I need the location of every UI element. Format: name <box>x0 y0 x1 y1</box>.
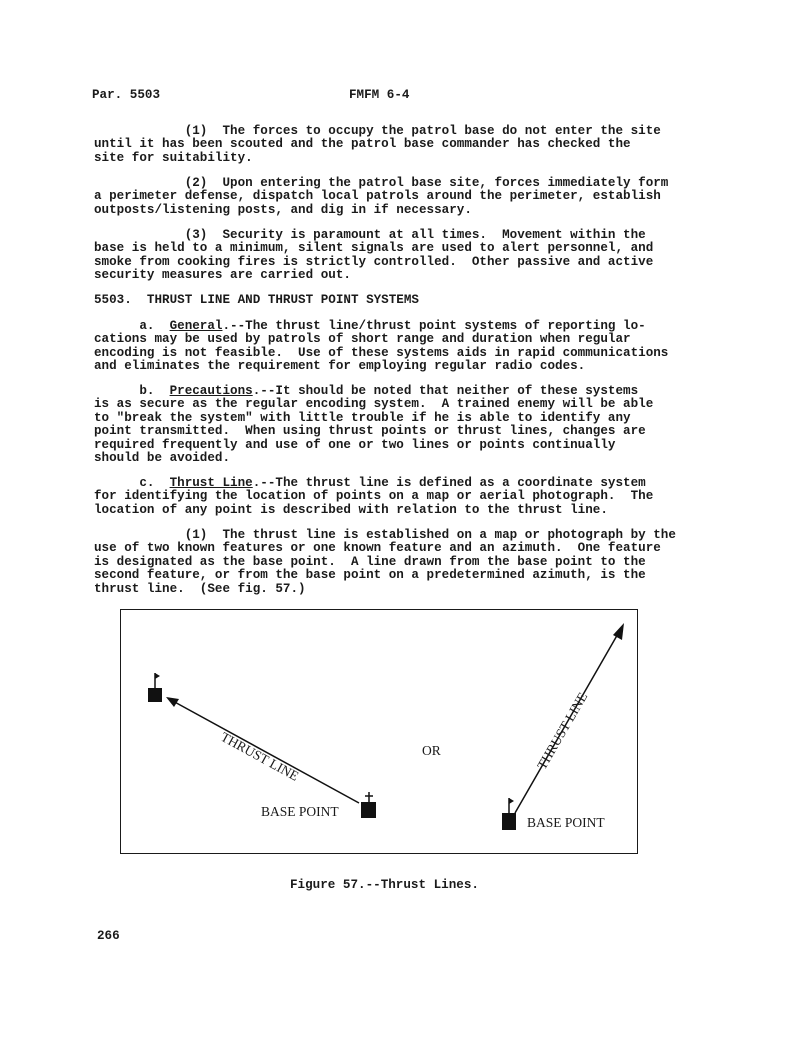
text-line: should be avoided. <box>94 451 231 466</box>
left-base-point-label: BASE POINT <box>261 804 339 819</box>
left-thrust-line-diagram <box>148 673 376 818</box>
text-line: security measures are carried out. <box>94 268 351 283</box>
thrust-line-heading: Thrust Line <box>169 476 253 490</box>
text-line: use of two known features or one known feature and an azimuth. One feature <box>94 541 661 556</box>
text-line: c. Thrust Line.--The thrust line is defined as a coordinate system <box>94 476 646 490</box>
page-number: 266 <box>97 929 120 943</box>
paragraph-precautions <box>94 385 694 465</box>
text-line: for identifying the location of points on a map or aerial photograph. The <box>94 489 654 504</box>
text-line: (1) The thrust line is established on a map or photograph by the <box>94 528 676 542</box>
flag-icon <box>502 798 516 830</box>
paragraph-thrust-line-1 <box>94 529 694 596</box>
header-paragraph-ref: Par. 5503 <box>92 88 161 102</box>
text-line: (2) Upon entering the patrol base site, forces immediately form <box>94 176 669 190</box>
header-manual-id: FMFM 6-4 <box>349 88 410 102</box>
text-line: (1) The forces to occupy the patrol base do not enter the site <box>94 124 661 138</box>
precautions-heading: Precautions <box>169 384 253 398</box>
text-line: location of any point is described with relation to the thrust line. <box>94 502 608 517</box>
arrowhead-icon <box>166 697 179 707</box>
text-line: smoke from cooking fires is strictly controlled. Other passive and active <box>94 254 654 269</box>
arrowhead-icon <box>613 623 624 640</box>
cross-marker-icon <box>361 792 376 818</box>
text-line: b. Precautions.--It should be noted that neither of these systems <box>94 384 639 398</box>
text-line: (3) Security is paramount at all times. Movement within the <box>94 228 646 242</box>
text-line: site for suitability. <box>94 150 253 165</box>
text-line: encoding is not feasible. Use of these systems aids in rapid communications <box>94 345 669 360</box>
paragraph-1 <box>94 125 694 165</box>
text-line: required frequently and use of one or two lines or points continually <box>94 437 616 452</box>
figure-57-thrust-lines <box>120 609 638 854</box>
left-thrust-line-label: THRUST LINE <box>218 729 302 784</box>
text-line: to "break the system" with little trouble if he is able to identify any <box>94 410 631 425</box>
text-line: thrust line. (See fig. 57.) <box>94 581 306 596</box>
figure-caption: Figure 57.--Thrust Lines. <box>290 878 479 892</box>
paragraph-general <box>94 320 694 374</box>
text-line: cations may be used by patrols of short range and duration when regular <box>94 332 631 347</box>
text-line: second feature, or from the base point on a predetermined azimuth, is the <box>94 568 646 583</box>
section-heading: 5503. THRUST LINE AND THRUST POINT SYSTEMS <box>94 293 419 307</box>
text-line: base is held to a minimum, silent signals are used to alert personnel, and <box>94 241 654 256</box>
right-base-point-label: BASE POINT <box>527 815 605 830</box>
right-thrust-line-label: THRUST LINE <box>534 689 591 772</box>
text-line: point transmitted. When using thrust points or thrust lines, changes are <box>94 424 646 439</box>
text-line: outposts/listening posts, and dig in if necessary. <box>94 202 472 217</box>
text-line: a. General.--The thrust line/thrust point systems of reporting lo- <box>94 319 646 333</box>
paragraph-thrust-line <box>94 477 694 517</box>
paragraph-2 <box>94 177 694 217</box>
text-line: and eliminates the requirement for employing regular radio codes. <box>94 359 586 374</box>
general-heading: General <box>169 319 223 333</box>
paragraph-3 <box>94 229 694 283</box>
or-label: OR <box>422 743 441 758</box>
text-line: is designated as the base point. A line drawn from the base point to the <box>94 554 646 569</box>
text-line: is as secure as the regular encoding system. A trained enemy will be able <box>94 397 654 412</box>
text-line: until it has been scouted and the patrol base commander has checked the <box>94 137 631 152</box>
text-line: a perimeter defense, dispatch local patrols around the perimeter, establish <box>94 189 661 204</box>
flag-icon <box>148 673 162 702</box>
